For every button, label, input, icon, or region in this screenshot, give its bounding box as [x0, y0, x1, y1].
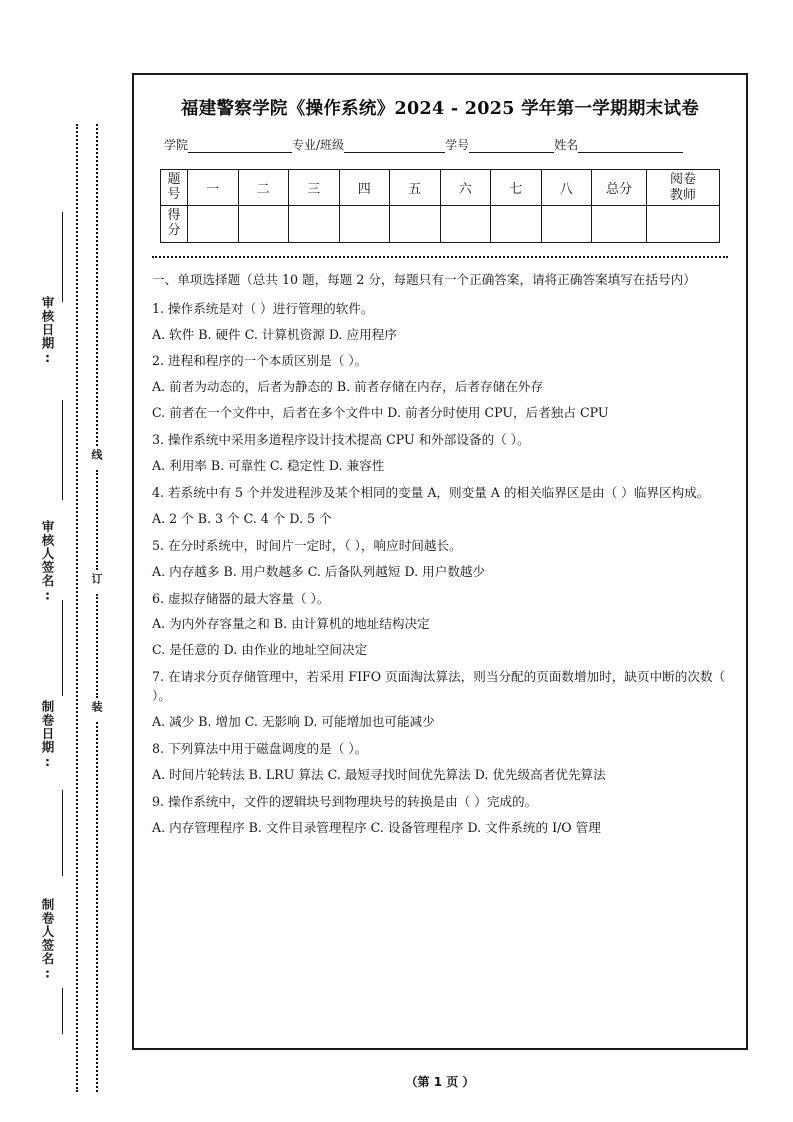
student-info-line [164, 136, 724, 153]
binding-dotted-line-right-d [96, 722, 98, 1092]
question-options: A. 减少 B. 增加 C. 无影响 D. 可能增加也可能减少 [152, 713, 435, 729]
question-stem: 1. 操作系统是对（ ）进行管理的软件。 [152, 300, 374, 316]
maker-date-rule [62, 630, 63, 696]
maker-signature-rule [62, 988, 63, 1034]
col-header-4: 四 [339, 170, 390, 206]
score-cell-8[interactable] [541, 206, 592, 243]
major-class-field[interactable] [292, 136, 445, 153]
page-number-footer: （第 1 页 ） [405, 1075, 475, 1089]
score-cell-4[interactable] [339, 206, 390, 243]
row-header-score [161, 206, 188, 243]
score-cell-total[interactable] [592, 206, 647, 243]
college-label: 学院 [164, 138, 189, 152]
question-stem: 3. 操作系统中采用多道程序设计技术提高 CPU 和外部设备的（ ）。 [152, 432, 530, 448]
page-title: 福建警察学院《操作系统》2024 - 2025 学年第一学期期末试卷 [180, 99, 700, 119]
score-header-char-b: 分 [167, 223, 181, 239]
major-class-label: 专业/班级 [292, 138, 345, 152]
row-header-question-number [161, 170, 188, 206]
review-date-label: 审核日期: [40, 296, 55, 366]
maker-signature-label: 制卷人签名: [40, 898, 55, 982]
question-7 [152, 668, 728, 732]
col-header-1: 一 [188, 170, 239, 206]
maker-date-rule-2 [62, 790, 63, 876]
question-stem: 6. 虚拟存储器的最大容量（ ）。 [152, 590, 330, 606]
question-6 [152, 590, 728, 661]
college-blank[interactable] [188, 139, 292, 153]
review-date-rule-2 [62, 400, 63, 500]
binding-dotted-line-right-a [96, 124, 98, 446]
col-header-5: 五 [390, 170, 441, 206]
score-cell-1[interactable] [188, 206, 239, 243]
student-id-blank[interactable] [469, 139, 554, 153]
col-header-3: 三 [289, 170, 340, 206]
question-1 [152, 300, 728, 345]
question-5 [152, 537, 728, 582]
question-options: A. 2 个 B. 3 个 C. 4 个 D. 5 个 [152, 510, 332, 526]
question-8 [152, 740, 728, 785]
major-class-blank[interactable] [344, 139, 445, 153]
binding-char-xian: 线 [91, 446, 102, 463]
question-options: A. 内存管理程序 B. 文件目录管理程序 C. 设备管理程序 D. 文件系统的 I/O 管理 [152, 819, 601, 835]
question-2 [152, 352, 728, 423]
score-cell-6[interactable] [440, 206, 491, 243]
question-options: A. 内存越多 B. 用户数越多 C. 后备队列越短 D. 用户数越少 [152, 563, 486, 579]
score-cell-marker[interactable] [647, 206, 720, 243]
student-name-label: 姓名 [554, 138, 579, 152]
marker-label-a: 阅卷 [669, 172, 696, 187]
col-header-2: 二 [238, 170, 289, 206]
table-row-question-numbers [161, 170, 720, 206]
question-options: A. 软件 B. 硬件 C. 计算机资源 D. 应用程序 [152, 326, 397, 342]
reviewer-signature-label: 审核人签名: [40, 520, 55, 604]
question-options: A. 为内外存容量之和 B. 由计算机的地址结构决定 [152, 616, 430, 632]
questions-body [152, 270, 728, 837]
marker-label-b: 教师 [669, 187, 696, 203]
question-3 [152, 431, 728, 476]
binding-dotted-line-left [76, 124, 78, 1092]
question-options: A. 时间片轮转法 B. LRU 算法 C. 最短寻找时间优先算法 D. 优先级高者优先算法 [152, 766, 606, 782]
college-field[interactable] [164, 136, 292, 153]
row-header-char-b: 号 [167, 186, 181, 202]
question-stem: 8. 下列算法中用于磁盘调度的是（ ）。 [152, 740, 368, 756]
question-9 [152, 793, 728, 838]
question-options: C. 是任意的 D. 由作业的地址空间决定 [152, 642, 368, 658]
col-header-marker [647, 170, 720, 206]
question-stem: 9. 操作系统中，文件的逻辑块号到物理块号的转换是由（ ）完成的。 [152, 793, 538, 809]
row-header-char-a: 题 [167, 171, 181, 187]
table-row-scores [161, 206, 720, 243]
question-stem: 5. 在分时系统中，时间片一定时，（ ），响应时间越长。 [152, 537, 462, 553]
question-stem: 4. 若系统中有 5 个并发进程涉及某个相同的变量 A，则变量 A 的相关临界区是由（ ）临界区构成。 [152, 484, 710, 500]
binding-char-ding: 订 [91, 570, 102, 587]
question-4 [152, 484, 728, 529]
question-options: C. 前者在一个文件中，后者在多个文件中 D. 前者分时使用 CPU，后者独占 CPU [152, 405, 609, 421]
question-stem: 2. 进程和程序的一个本质区别是（ ）。 [152, 353, 368, 369]
col-header-total: 总分 [592, 170, 647, 206]
student-id-label: 学号 [445, 138, 470, 152]
score-table [160, 169, 720, 243]
section-divider-dotted [152, 256, 728, 258]
student-name-blank[interactable] [578, 139, 683, 153]
question-options: A. 利用率 B. 可靠性 C. 稳定性 D. 兼容性 [152, 458, 385, 474]
score-cell-7[interactable] [491, 206, 542, 243]
score-cell-2[interactable] [238, 206, 289, 243]
review-date-rule [62, 212, 63, 302]
binding-char-zhuang: 装 [91, 698, 102, 715]
exam-page-frame [132, 73, 748, 1050]
maker-date-label: 制卷日期: [40, 700, 55, 770]
section-heading: 一、单项选择题（总共 10 题，每题 2 分，每题只有一个正确答案，请将正确答案填写在括号内） [152, 272, 696, 288]
question-options: A. 前者为动态的，后者为静态的 B. 前者存储在内存，后者存储在外存 [152, 379, 543, 395]
question-stem: 7. 在请求分页存储管理中，若采用 FIFO 页面淘汰算法，则当分配的页面数增加时，缺页中断的次数（ ）。 [152, 669, 726, 704]
student-id-field[interactable] [445, 136, 554, 153]
left-binding-margin [0, 0, 132, 1122]
score-cell-3[interactable] [289, 206, 340, 243]
binding-dotted-line-right-c [96, 594, 98, 698]
col-header-7: 七 [491, 170, 542, 206]
score-cell-5[interactable] [390, 206, 441, 243]
binding-dotted-line-right-b [96, 470, 98, 570]
score-header-char-a: 得 [167, 208, 181, 224]
col-header-8: 八 [541, 170, 592, 206]
student-name-field[interactable] [554, 136, 683, 153]
col-header-6: 六 [440, 170, 491, 206]
